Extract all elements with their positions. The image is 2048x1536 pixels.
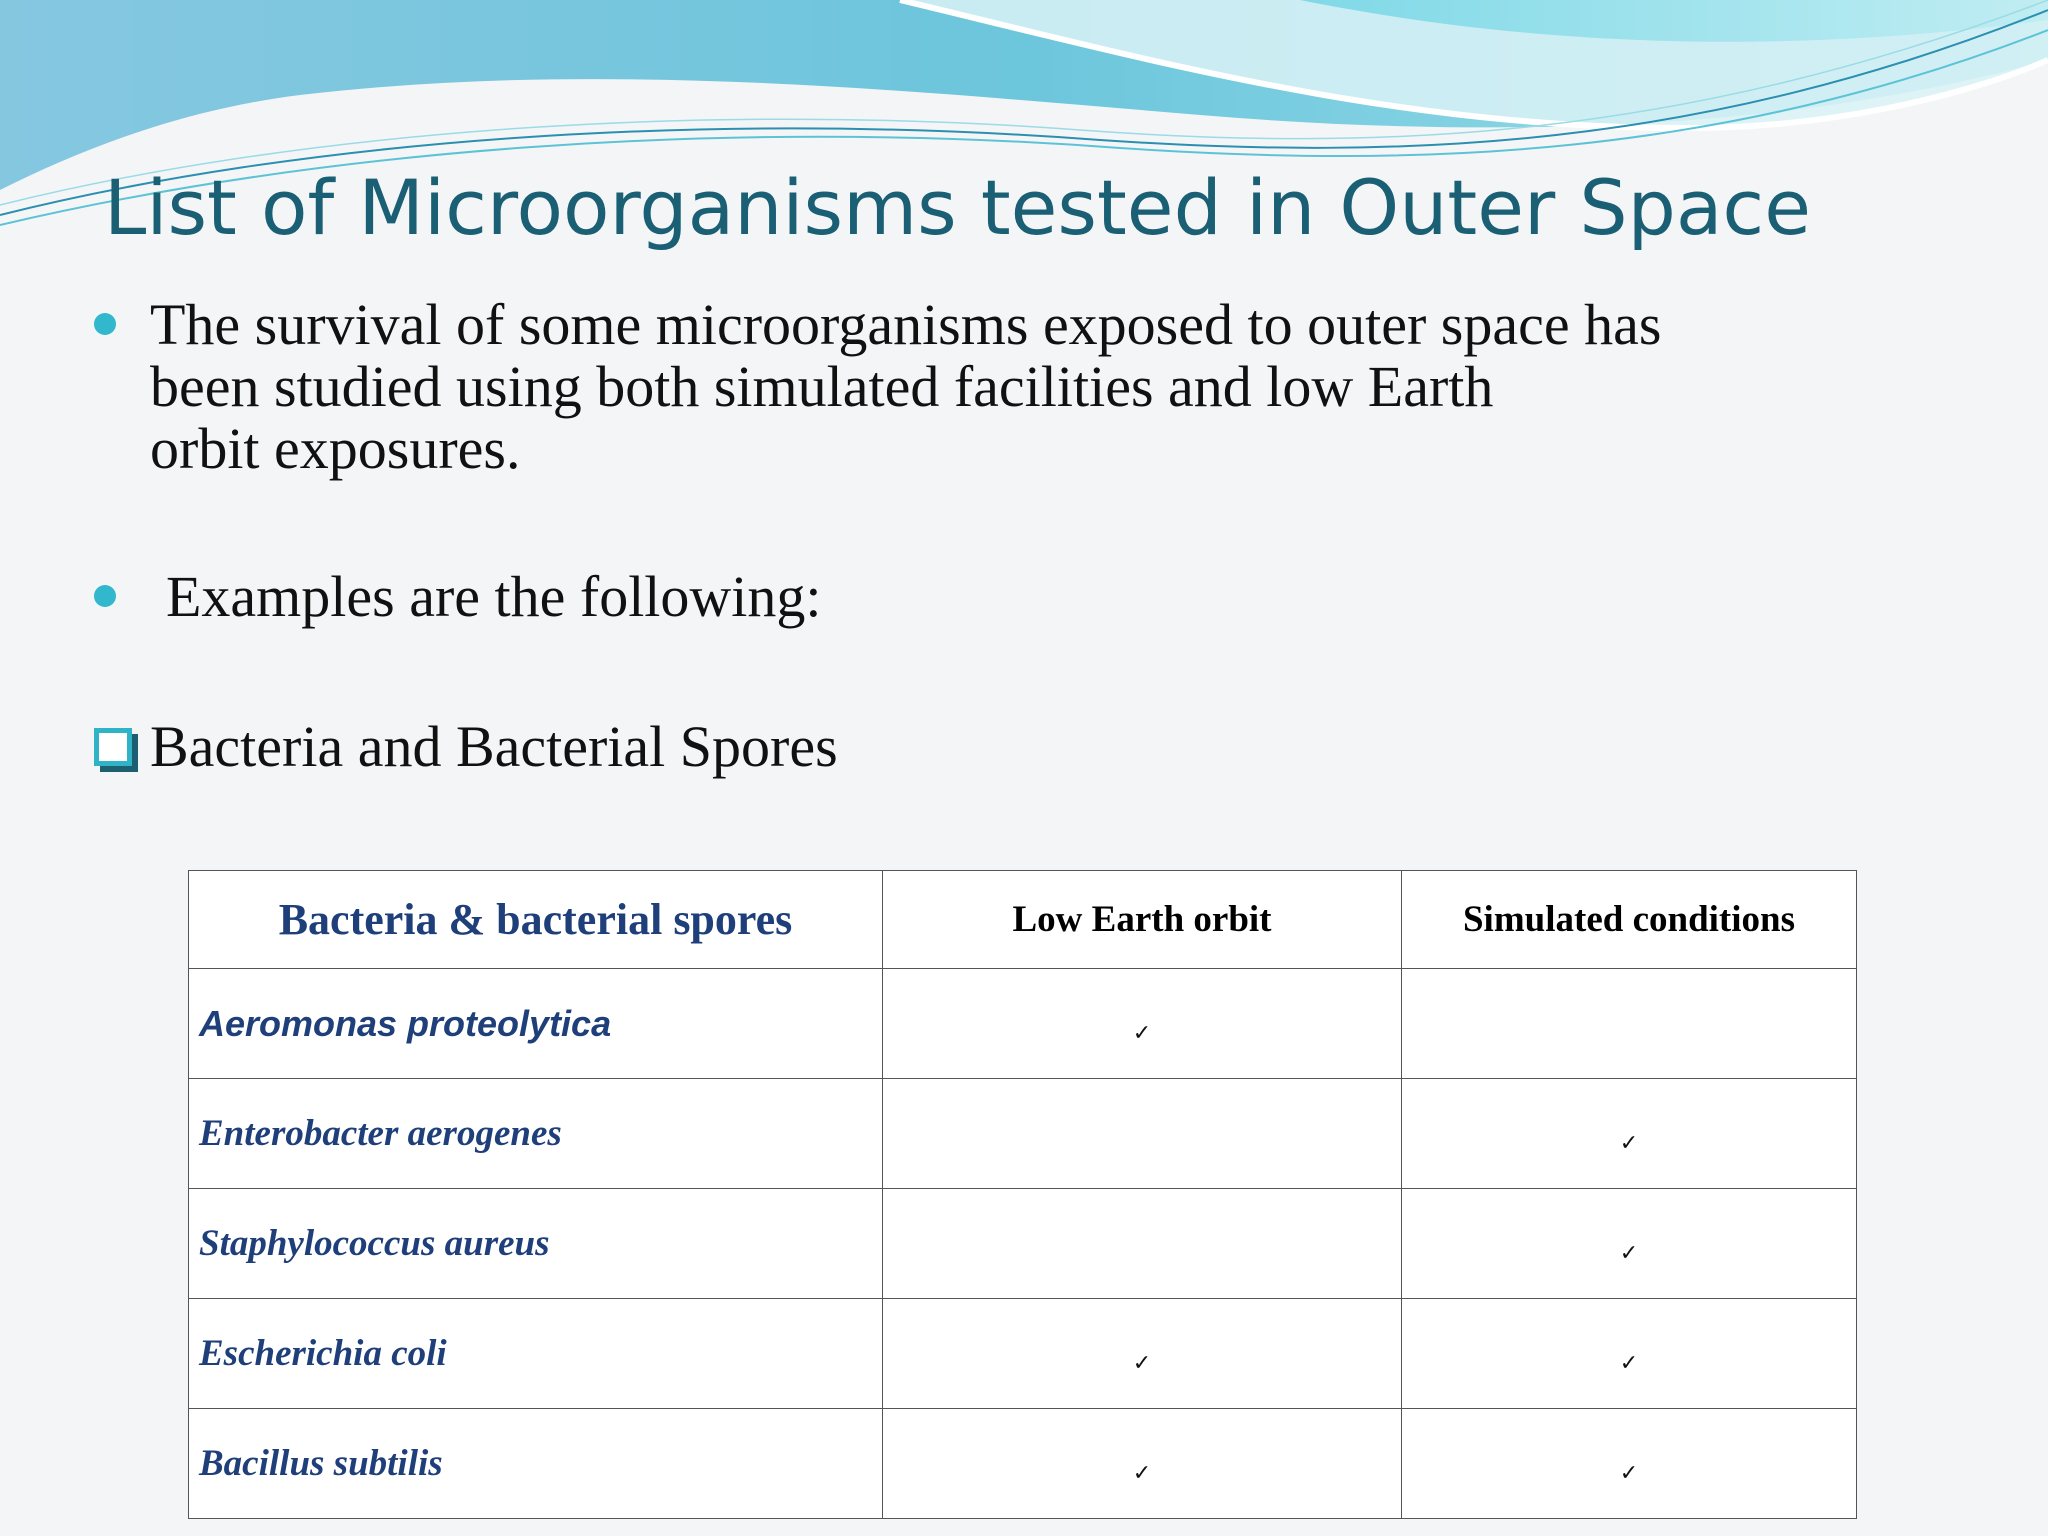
table-row bbox=[189, 1299, 1857, 1409]
check-cell: ✓ bbox=[883, 1299, 1402, 1409]
microorganism-table bbox=[188, 870, 1857, 1519]
checkbox-bullet-icon bbox=[94, 728, 132, 766]
table-row bbox=[189, 1409, 1857, 1519]
bullet-dot-icon bbox=[94, 585, 116, 607]
check-cell bbox=[883, 1189, 1402, 1299]
organism-cell: Aeromonas proteolytica bbox=[189, 969, 883, 1079]
check-cell: ✓ bbox=[1402, 1079, 1857, 1189]
slide-title: List of Microorganisms tested in Outer Space bbox=[104, 163, 1811, 252]
bullet-text bbox=[150, 294, 1990, 480]
bullet-text-line: The survival of some microorganisms exposed to outer space has bbox=[150, 292, 1662, 357]
table-row bbox=[189, 1079, 1857, 1189]
bullet-text-line: orbit exposures. bbox=[150, 416, 521, 481]
column-header: Low Earth orbit bbox=[883, 871, 1402, 969]
organism-cell: Escherichia coli bbox=[189, 1299, 883, 1409]
check-cell: ✓ bbox=[1402, 1299, 1857, 1409]
check-cell bbox=[883, 1079, 1402, 1189]
column-header: Bacteria & bacterial spores bbox=[189, 871, 883, 969]
table-row bbox=[189, 969, 1857, 1079]
bullet-text-line: been studied using both simulated facilities and low Earth bbox=[150, 354, 1494, 419]
subheading-text: Bacteria and Bacterial Spores bbox=[150, 714, 838, 779]
bullet-dot-icon bbox=[94, 313, 116, 335]
table-header-row bbox=[189, 871, 1857, 969]
column-header: Simulated conditions bbox=[1402, 871, 1857, 969]
check-cell bbox=[1402, 969, 1857, 1079]
check-cell: ✓ bbox=[1402, 1189, 1857, 1299]
check-cell: ✓ bbox=[883, 1409, 1402, 1519]
check-cell: ✓ bbox=[1402, 1409, 1857, 1519]
bullet-text: Examples are the following: bbox=[166, 564, 822, 629]
check-cell: ✓ bbox=[883, 969, 1402, 1079]
organism-cell: Bacillus subtilis bbox=[189, 1409, 883, 1519]
organism-cell: Enterobacter aerogenes bbox=[189, 1079, 883, 1189]
table-row bbox=[189, 1189, 1857, 1299]
organism-cell: Staphylococcus aureus bbox=[189, 1189, 883, 1299]
